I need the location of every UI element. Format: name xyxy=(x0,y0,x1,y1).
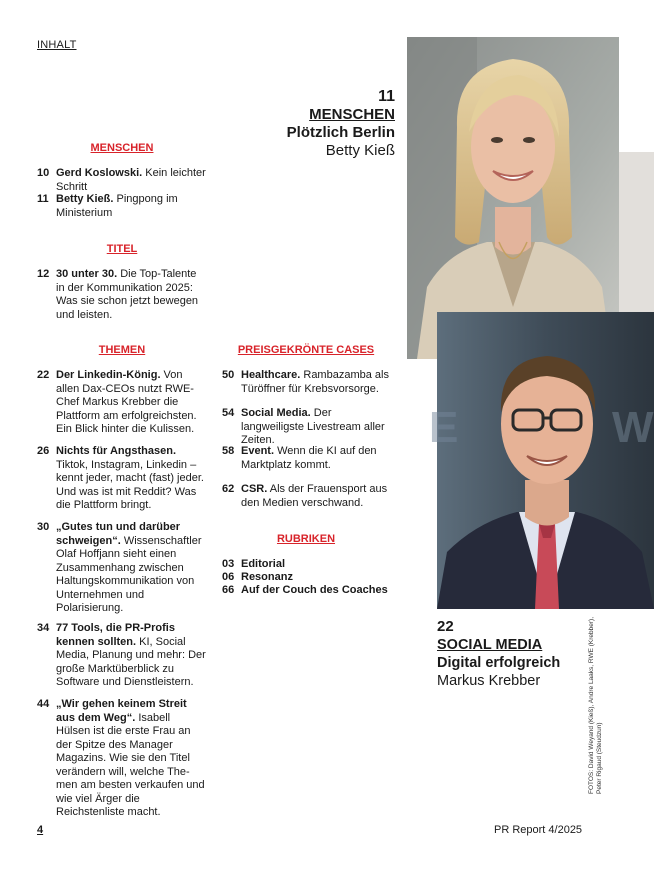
toc-entry-text: Isabell Hülsen ist die erste Frau an der Spitze des Manager Magazins. Wie sie den Titel verändern will, welche The-men am besten verkaufen und wie viel Ärger die Reichstenliste macht. xyxy=(56,711,205,818)
toc-entry-title: CSR. xyxy=(241,483,268,495)
feature-person: Markus Krebber xyxy=(437,673,541,689)
toc-page-number: 26 xyxy=(37,445,50,457)
feature-category: MENSCHEN xyxy=(309,106,395,123)
toc-entry[interactable] xyxy=(37,521,207,616)
toc-entry-text: Als der Frauensport aus den Medien verschwand. xyxy=(241,483,388,509)
photo-credits: FOTOS: David Weyand (Kieß), Andre Laaks, RWE (Krebber), Peter Rigaud (Steudzun) xyxy=(588,616,603,794)
toc-entry-title: Event. xyxy=(241,445,275,457)
toc-entry-text: Die Top-Talente in der Kommunikation 2025: Was sie schon jetzt bewegen und leisten. xyxy=(56,268,199,321)
toc-page-number: 54 xyxy=(222,407,235,419)
magazine-issue: PR Report 4/2025 xyxy=(494,824,583,836)
toc-page-number: 44 xyxy=(37,698,50,710)
feature-person: Betty Kieß xyxy=(325,142,395,159)
toc-entry-title: 30 unter 30. xyxy=(56,268,118,280)
feature-title: Plötzlich Berlin xyxy=(286,124,395,141)
feature-title: Digital erfolgreich xyxy=(437,655,561,671)
feature-category: SOCIAL MEDIA xyxy=(437,637,543,653)
toc-entry-text: KI, Social Media, Planung und mehr: Der große Marktüberblick zu Software und Dienstleistern. xyxy=(56,635,206,688)
toc-entry[interactable] xyxy=(37,268,207,322)
toc-entry-title: 77 Tools, die PR-Profis kennen sollten. xyxy=(56,622,175,648)
toc-entry-title: Nichts für Angsthasen. xyxy=(56,445,176,457)
toc-page-number: 12 xyxy=(37,268,50,280)
rubric-label: Resonanz xyxy=(241,571,293,583)
section-label: INHALT xyxy=(37,39,77,51)
rubric-entry[interactable] xyxy=(222,571,388,584)
rubric-label: Editorial xyxy=(241,558,286,570)
toc-entry[interactable] xyxy=(222,407,397,448)
rubric-entry[interactable] xyxy=(222,558,388,571)
toc-entry[interactable] xyxy=(37,167,207,194)
toc-entry-title: Healthcare. xyxy=(241,369,301,381)
toc-entry[interactable] xyxy=(37,369,207,437)
toc-entry-text: Wissenschaftler Olaf Hoffjann sieht einen Zusammenhang zwischen Haltungskommunikation von Unternehmen und Polarisierung. xyxy=(56,534,202,614)
toc-entry-title: Der Linkedin-König. xyxy=(56,369,161,381)
toc-entry[interactable] xyxy=(37,193,207,220)
toc-entry-text: Tiktok, Instagram, Linkedin – kennt jeder, macht (fast) jeder. Und was ist mit Reddit? Was die Plattform bringt. xyxy=(56,458,204,511)
toc-page-number: 58 xyxy=(222,445,235,457)
svg-text:W: W xyxy=(612,403,654,452)
toc-entry-title: Gerd Koslowski. xyxy=(56,167,143,179)
toc-page-number: 11 xyxy=(37,193,49,205)
toc-entry[interactable] xyxy=(37,622,207,690)
toc-entry-text: Kein leichter Schritt xyxy=(56,167,206,193)
toc-entry-text: Wenn die KI auf den Marktplatz kommt. xyxy=(241,445,377,471)
toc-page-number: 10 xyxy=(37,167,50,179)
section-heading-rubriken: RUBRIKEN xyxy=(276,533,336,545)
section-heading-menschen: MENSCHEN xyxy=(90,142,154,154)
toc-page-number: 30 xyxy=(37,521,50,533)
toc-entry[interactable] xyxy=(222,369,397,396)
toc-entry[interactable] xyxy=(222,483,397,510)
rubric-entry[interactable] xyxy=(222,584,388,597)
rubric-list xyxy=(222,558,388,597)
photo-markus-krebber xyxy=(429,312,654,609)
toc-page-number: 66 xyxy=(222,584,235,596)
toc-entry[interactable] xyxy=(222,445,397,472)
toc-entry-title: „Wir gehen keinem Streit aus dem Weg“. xyxy=(56,698,187,724)
feature-markus-krebber xyxy=(437,618,560,690)
toc-entry-text: Rambazamba als Türöffner für Krebsvorsorge. xyxy=(241,369,389,395)
toc-page-number: 34 xyxy=(37,622,50,634)
feature-betty-kiess xyxy=(255,88,395,160)
toc-entry[interactable] xyxy=(37,698,207,820)
toc-page-number: 50 xyxy=(222,369,235,381)
toc-entry-title: Betty Kieß. xyxy=(56,193,114,205)
toc-page-number: 03 xyxy=(222,558,235,570)
section-heading-titel: TITEL xyxy=(106,243,138,255)
feature-page-number: 11 xyxy=(378,88,395,105)
toc-entry-title: Social Media. xyxy=(241,407,311,419)
feature-page-number: 22 xyxy=(437,618,454,635)
page-number: 4 xyxy=(37,824,44,836)
toc-page-number: 06 xyxy=(222,571,235,583)
section-heading-themen: THEMEN xyxy=(98,344,146,356)
toc-page-number: 22 xyxy=(37,369,50,381)
toc-entry-text: Der langweiligste Livestream aller Zeiten. xyxy=(241,407,385,446)
photo-betty-kiess xyxy=(407,37,619,359)
toc-entry-title: „Gutes tun und darüber schweigen“. xyxy=(56,521,181,547)
rubric-label: Auf der Couch des Coaches xyxy=(241,584,388,596)
toc-entry-text: Pingpong im Ministerium xyxy=(56,193,178,219)
svg-text:E: E xyxy=(429,403,459,452)
decorative-block xyxy=(619,152,654,318)
toc-entry[interactable] xyxy=(37,445,207,513)
section-heading-cases: PREISGEKRÖNTE CASES xyxy=(237,344,375,356)
toc-entry-text: Von allen Dax-CEOs nutzt RWE-Chef Markus Krebber die Plattform am erfolgreichsten. Ein Blick hinter die Kulissen. xyxy=(56,369,197,435)
toc-page-number: 62 xyxy=(222,483,235,495)
